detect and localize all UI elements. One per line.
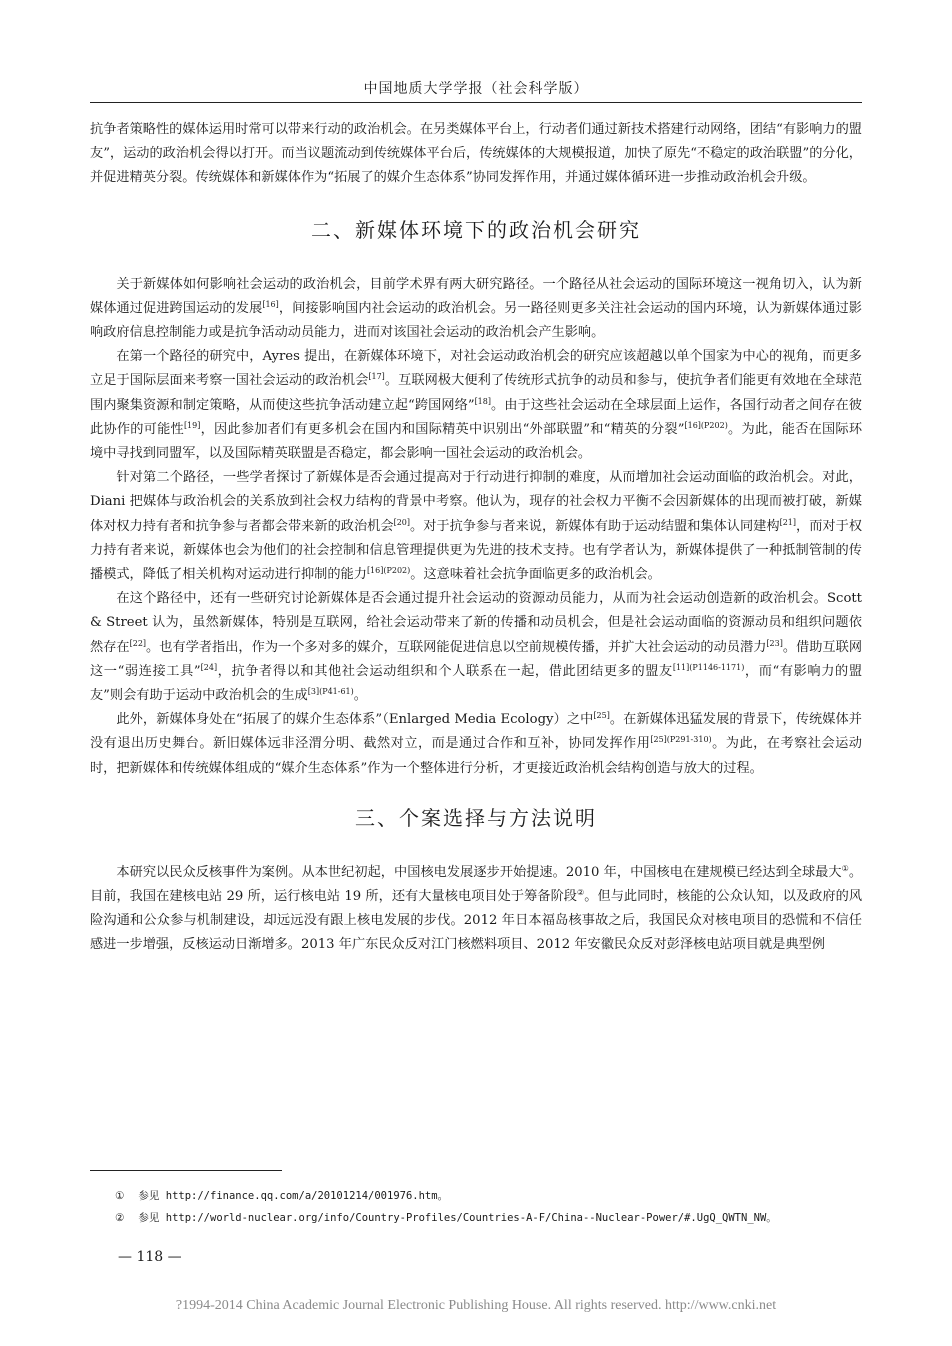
citation: [24] <box>200 662 218 672</box>
citation: [18] <box>474 396 491 406</box>
section-3-title: 三、个案选择与方法说明 <box>355 805 597 830</box>
section-2-paragraph-5: 此外，新媒体身处在“拓展了的媒介生态体系”（Enlarged Media Ecology）之中[25]。在新媒体迅猛发展的背景下，传统媒体并没有退出历史舞台。新旧媒体远非泾渭分明、截然对立，而是通过合作和互补，协同发挥作用$^{[25](P291-310)}$。为此，在考察社会运动时，把新媒体和传统媒体组成的“媒介生态体系”作为一个整体进行分析，才更接近政治机会结构创造与放大的过程。 <box>90 711 862 776</box>
footnote-2 <box>115 1207 862 1229</box>
citation: [11](P1146-1171) <box>672 662 745 672</box>
footnote-marker: ① <box>841 863 849 873</box>
citation: [17] <box>368 372 385 382</box>
section-2-paragraph-4: 在这个路径中，还有一些研究讨论新媒体是否会通过提升社会运动的资源动员能力，从而为社会运动创造新的政治机会。Scott & Street 认为，虽然新媒体，特别是互联网，给社会运动带来了新的传播和动员机会，但是社会运动面临的资源动员和组织问题依然存在[22]。也有学者指出，作为一个多对多的媒介，互联网能促进信息以空前规模传播，并扩大社会运动的动员潜力[23]。借助互联网这一“弱连接工具”[24]，抗争者得以和其他社会运动组织和个人联系在一起，借此团结更多的盟友$^{[11](P1146-1171)}$，而“有影响力的盟友”则会有助于运动中政治机会的生成$^{[3](P41-61)}$。 <box>90 591 863 704</box>
citation: [25](P291-310) <box>650 735 712 745</box>
page-number: — 118 — <box>118 1249 182 1265</box>
citation: [16] <box>262 299 279 309</box>
citation: [20] <box>393 517 410 527</box>
citation: [16](P202) <box>684 420 728 430</box>
section-2-paragraph-1: 关于新媒体如何影响社会运动的政治机会，目前学术界有两大研究路径。一个路径从社会运动的国际环境这一视角切入，认为新媒体通过促进跨国运动的发展[16]，间接影响国内社会运动的政治机会。另一路径则更多关注社会运动的国内环境，认为新媒体通过影响政府信息控制能力或是抗争活动动员能力，进而对该国社会运动的政治机会产生影响。 <box>90 276 862 341</box>
intro-paragraph: 抗争者策略性的媒体运用时常可以带来行动的政治机会。在另类媒体平台上，行动者们通过新技术搭建行动网络，团结“有影响力的盟友”，运动的政治机会得以打开。而当议题流动到传统媒体平台后，传统媒体的大规模报道，加快了原先“不稳定的政治联盟”的分化，并促进精英分裂。传统媒体和新媒体作为“拓展了的媒介生态体系”协同发挥作用，并通过媒体循环进一步推动政治机会升级。 <box>90 122 862 186</box>
footnote-text: 参见 http://world-nuclear.org/info/Country-Profiles/Countries-A-F/China--Nuclear-Power/#.UgQ_QWTN_NW。 <box>138 1212 777 1224</box>
citation: [19] <box>183 420 201 430</box>
citation: [16](P202) <box>366 566 411 576</box>
footnote-marker: ② <box>577 888 585 898</box>
copyright-notice: ?1994-2014 China Academic Journal Electronic Publishing House. All rights reserved. http://www.cnki.net <box>175 1298 777 1313</box>
section-2-paragraph-3: 针对第二个路径，一些学者探讨了新媒体是否会通过提高对于行动进行抑制的难度，从而增加社会运动面临的政治机会。对此，Diani 把媒体与政治机会的关系放到社会权力结构的背景中考察。他认为，现存的社会权力平衡不会因新媒体的出现而被打破，新媒体对权力持有者和抗争参与者都会带来新的政治机会[20]。对于抗争参与者来说，新媒体有助于运动结盟和集体认同建构[21]，而对于权力持有者来说，新媒体也会为他们的社会控制和信息管理提供更为先进的技术支持。也有学者认为，新媒体提供了一种抵制管制的传播模式，降低了相关机构对运动进行抑制的能力$^{[16](P202)}$。这意味着社会抗争面临更多的政治机会。 <box>90 470 863 583</box>
footnote-mark: ② <box>115 1212 125 1224</box>
citation: [25] <box>593 711 610 721</box>
section-2-paragraph-2: 在第一个路径的研究中，Ayres 提出，在新媒体环境下，对社会运动政治机会的研究应该超越以单个国家为中心的视角，而更多立足于国际层面来考察一国社会运动的政治机会[17]。互联网极大便利了传统形式抗争的动员和参与，使抗争者们能更有效地在全球范围内聚集资源和制定策略，从而使这些抗争活动建立起“跨国网络”[18]。由于这些社会运动在全球层面上运作，各国行动者之间存在彼此协作的可能性[19]，因此参加者们有更多机会在国内和国际精英中识别出“外部联盟”和“精英的分裂”$^{[16](P202)}$。为此，能否在国际环境中寻找到同盟军，以及国际精英联盟是否稳定，都会影响一国社会运动的政治机会。 <box>90 349 863 462</box>
footnote-mark: ① <box>115 1190 125 1202</box>
section-2-title: 二、新媒体环境下的政治机会研究 <box>311 217 641 242</box>
article-body <box>90 118 862 958</box>
citation: [21] <box>779 517 797 527</box>
footnotes <box>115 1185 862 1229</box>
header-rule <box>90 102 862 103</box>
citation: [3](P41-61) <box>307 687 354 697</box>
journal-header: 中国地质大学学报（社会科学版） <box>363 81 589 97</box>
section-3-paragraph-1: 本研究以民众反核事件为案例。从本世纪初起，中国核电发展逐步开始提速。2010 年，中国核电在建规模已经达到全球最大①。目前，我国在建核电站 29 所，运行核电站 19 所，还有大量核电项目处于筹备阶段②。但与此同时，核能的公众认知，以及政府的风险沟通和公众参与机制建设，却远远没有跟上核电发展的步伐。2012 年日本福岛核事故之后，我国民众对核电项目的恐慌和不信任感进一步增强，反核运动日渐增多。2013 年广东民众反对江门核燃料项目、2012 年安徽民众反对彭泽核电站项目就是典型例 <box>90 863 863 953</box>
footnote-1 <box>115 1185 862 1207</box>
citation: [22] <box>129 638 147 648</box>
footnote-text: 参见 http://finance.qq.com/a/20101214/001976.htm。 <box>138 1190 449 1202</box>
footnote-rule <box>90 1170 282 1171</box>
citation: [23] <box>766 638 783 648</box>
